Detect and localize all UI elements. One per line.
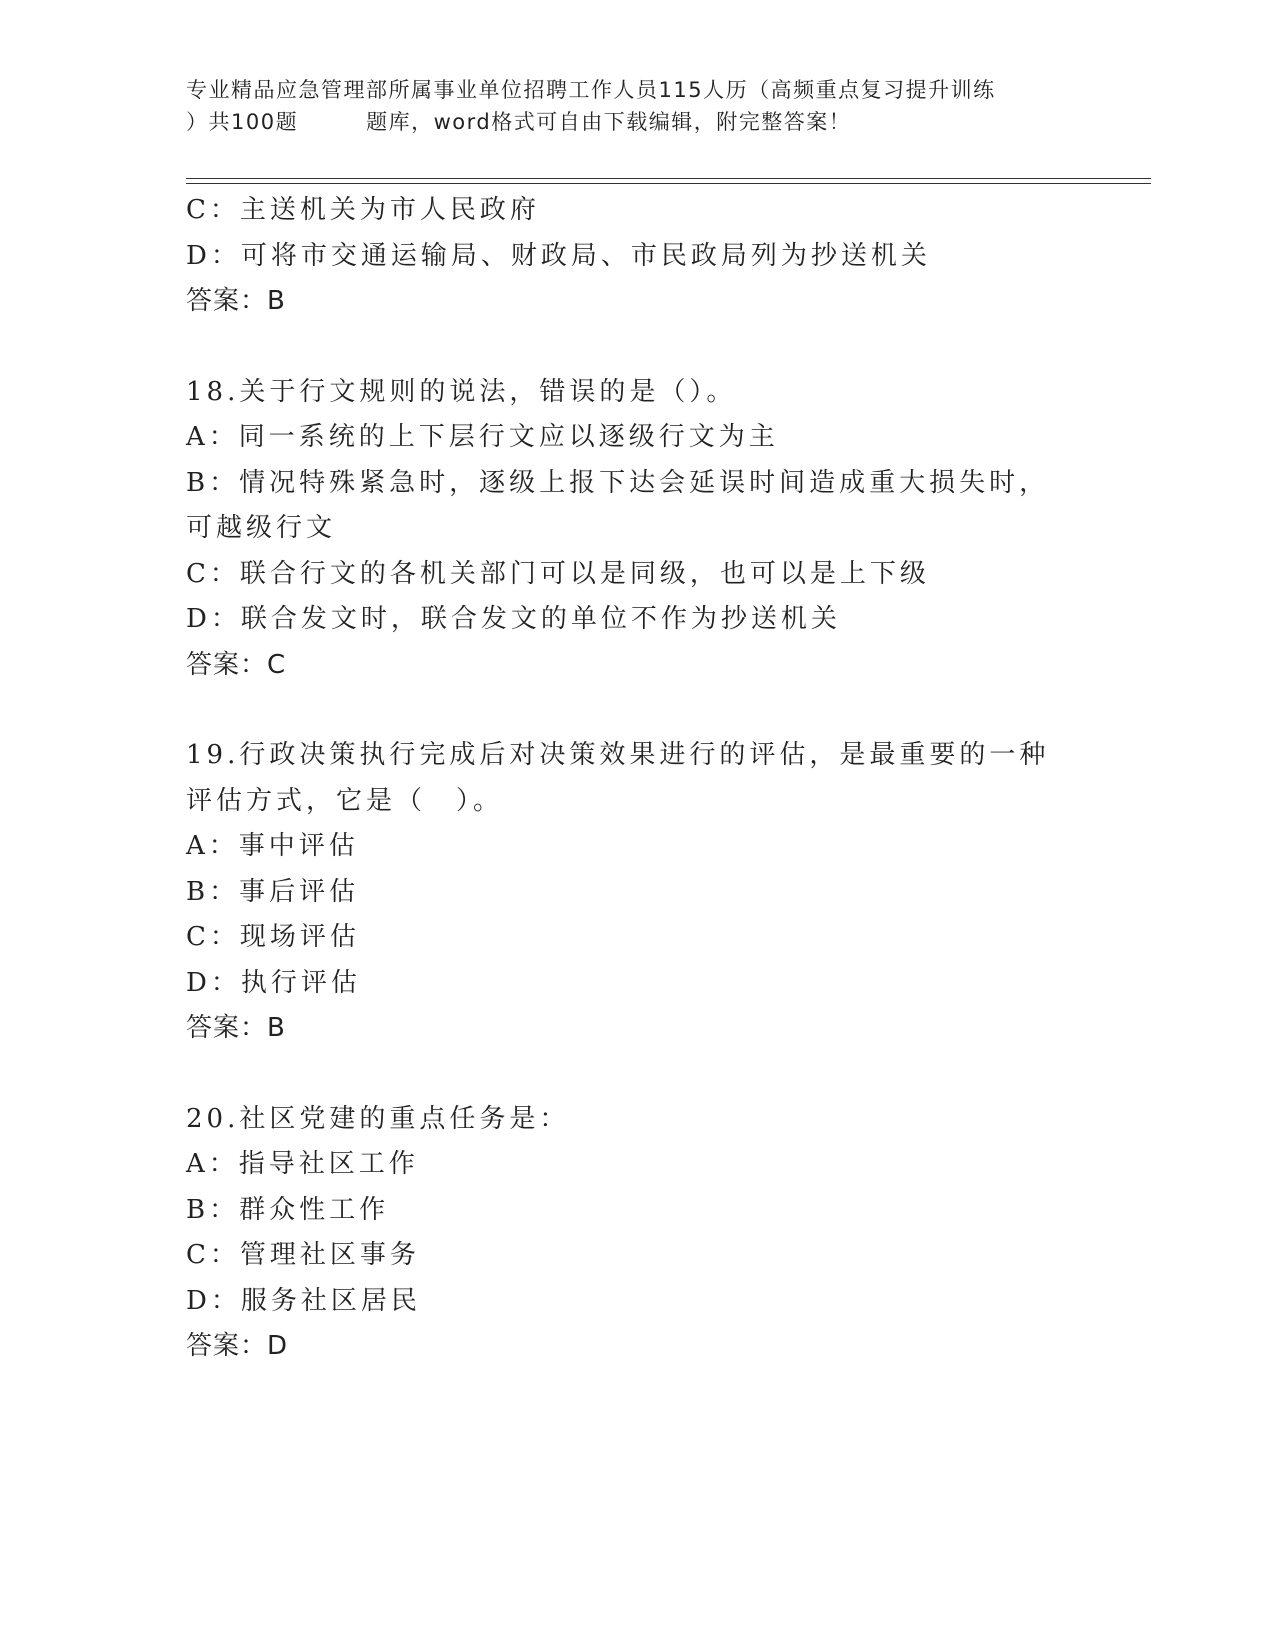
option-b: B：群众性工作 bbox=[186, 1194, 390, 1225]
question-17-tail bbox=[186, 188, 1086, 325]
header-divider-bottom bbox=[186, 183, 1151, 184]
option-c: C：主送机关为市人民政府 bbox=[186, 195, 540, 225]
option-d: D：可将市交通运输局、财政局、市民政局列为抄送机关 bbox=[186, 240, 931, 271]
question-stem: 19.行政决策执行完成后对决策效果进行的评估，是最重要的一种评估方式，它是（ ）。 bbox=[186, 740, 1050, 816]
option-d: D：服务社区居民 bbox=[186, 1285, 421, 1316]
option-a: A：同一系统的上下层行文应以逐级行文为主 bbox=[186, 422, 779, 452]
header-question-count: ）共100题 bbox=[186, 110, 299, 134]
option-b: B：情况特殊紧急时，逐级上报下达会延误时间造成重大损失时，可越级行文 bbox=[186, 467, 1050, 543]
answer: 答案：B bbox=[186, 1013, 286, 1043]
document-header bbox=[186, 74, 1106, 138]
question-20 bbox=[186, 1097, 1086, 1370]
option-c: C：联合行文的各机关部门可以是同级，也可以是上下级 bbox=[186, 558, 930, 589]
question-19 bbox=[186, 733, 1086, 1052]
answer: 答案：C bbox=[186, 649, 287, 680]
option-d: D：联合发文时，联合发文的单位不作为抄送机关 bbox=[186, 604, 841, 634]
option-b: B：事后评估 bbox=[186, 876, 360, 907]
option-c: C：现场评估 bbox=[186, 922, 360, 952]
answer: 答案：B bbox=[186, 286, 286, 316]
header-title-line-2 bbox=[186, 106, 1106, 138]
question-stem: 20.社区党建的重点任务是： bbox=[186, 1103, 570, 1134]
option-c: C：管理社区事务 bbox=[186, 1240, 420, 1270]
header-title-line-1: 专业精品应急管理部所属事业单位招聘工作人员115人历（高频重点复习提升训练 bbox=[186, 78, 996, 102]
question-18 bbox=[186, 370, 1086, 689]
option-d: D：执行评估 bbox=[186, 967, 361, 998]
header-description: 题库，word格式可自由下载编辑，附完整答案！ bbox=[366, 110, 852, 134]
option-a: A：事中评估 bbox=[186, 831, 359, 861]
answer: 答案：D bbox=[186, 1331, 289, 1361]
question-stem: 18.关于行文规则的说法，错误的是（）。 bbox=[186, 376, 737, 407]
option-a: A：指导社区工作 bbox=[186, 1149, 419, 1179]
question-content bbox=[186, 188, 1086, 1370]
header-divider-top bbox=[186, 178, 1151, 179]
